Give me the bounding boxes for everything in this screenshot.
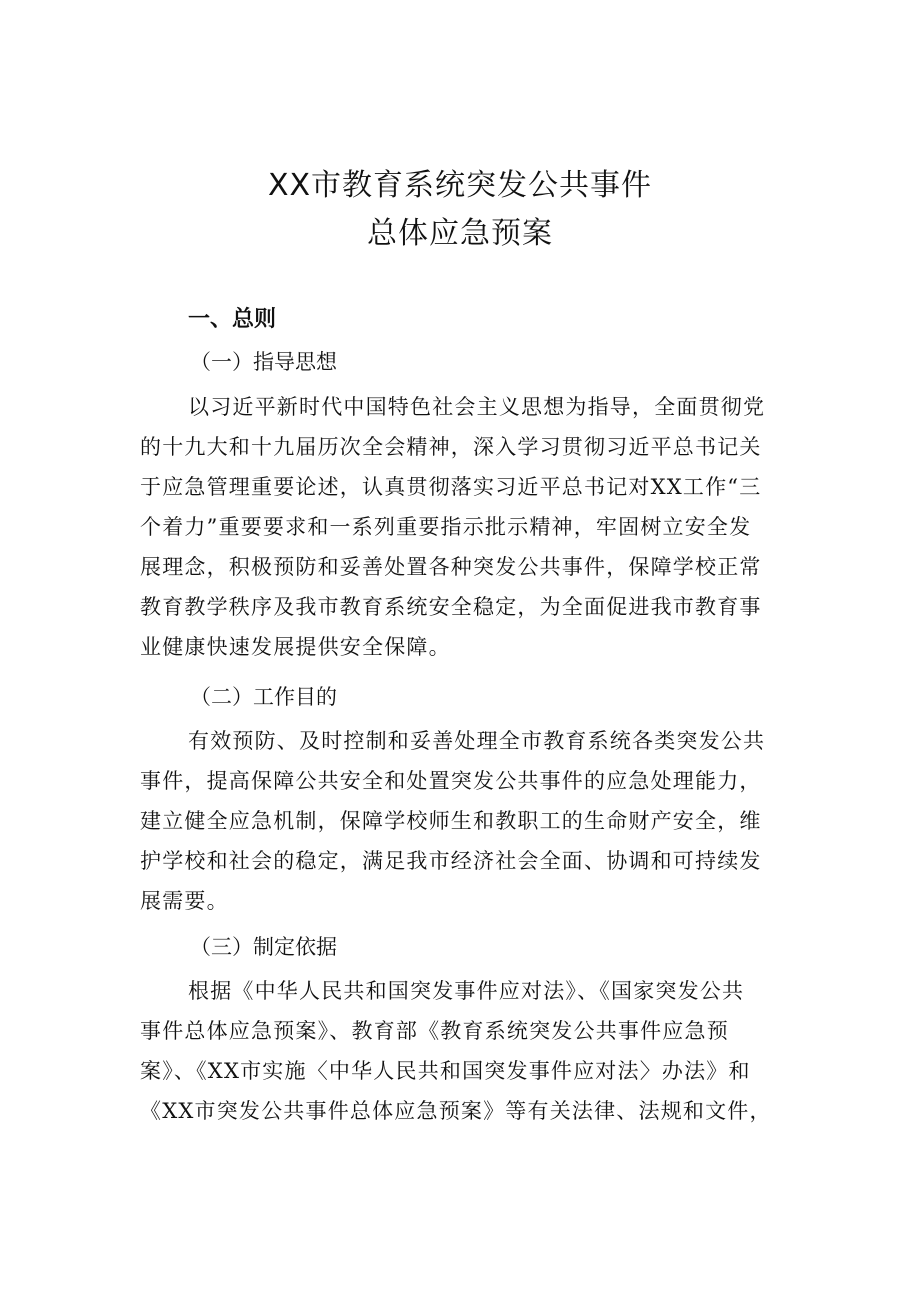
paragraph-line: 护学校和社会的稳定，满足我市经济社会全面、协调和可持续发 bbox=[140, 849, 762, 873]
document-title-line-1: XX市教育系统突发公共事件 bbox=[267, 168, 653, 203]
paragraph-line: 事件，提高保障公共安全和处置突发公共事件的应急处理能力， bbox=[140, 769, 762, 793]
paragraph-line: 的十九大和十九届历次全会精神，深入学习贯彻习近平总书记关 bbox=[140, 435, 762, 459]
paragraph-line: 展需要。 bbox=[140, 889, 229, 913]
paragraph-basis bbox=[140, 971, 782, 1131]
paragraph-line: 事件总体应急预案》、教育部《教育系统突发公共事件应急预 bbox=[140, 1019, 729, 1043]
paragraph-line: 展理念，积极预防和妥善处置各种突发公共事件，保障学校正常 bbox=[140, 555, 762, 579]
paragraph-guiding-ideology bbox=[140, 387, 782, 667]
paragraph-line: 以习近平新时代中国特色社会主义思想为指导，全面贯彻党 bbox=[188, 395, 766, 419]
document-title-line-2: 总体应急预案 bbox=[367, 216, 553, 251]
subsection-heading-guiding-ideology: （一）指导思想 bbox=[190, 350, 337, 374]
paragraph-line: 有效预防、及时控制和妥善处理全市教育系统各类突发公共 bbox=[188, 729, 766, 753]
paragraph-line: 建立健全应急机制，保障学校师生和教职工的生命财产安全，维 bbox=[140, 809, 762, 833]
subsection-heading-basis: （三）制定依据 bbox=[190, 935, 337, 959]
paragraph-line: 案》、《XX市实施〈中华人民共和国突发事件应对法〉办法》和 bbox=[140, 1059, 751, 1083]
paragraph-line: 教育教学秩序及我市教育系统安全稳定，为全面促进我市教育事 bbox=[140, 595, 762, 619]
paragraph-line: 业健康快速发展提供安全保障。 bbox=[140, 635, 451, 659]
paragraph-line: 《XX市突发公共事件总体应急预案》等有关法律、法规和文件， bbox=[140, 1099, 772, 1123]
paragraph-line: 于应急管理重要论述，认真贯彻落实习近平总书记对XX工作“三 bbox=[140, 475, 762, 499]
paragraph-line: 根据《中华人民共和国突发事件应对法》、《国家突发公共 bbox=[188, 979, 745, 1003]
subsection-heading-work-purpose: （二）工作目的 bbox=[190, 685, 337, 709]
paragraph-work-purpose bbox=[140, 721, 782, 921]
section-heading-general: 一、总则 bbox=[188, 307, 277, 332]
paragraph-line: 个着力”重要要求和一系列重要指示批示精神，牢固树立安全发 bbox=[140, 515, 752, 539]
